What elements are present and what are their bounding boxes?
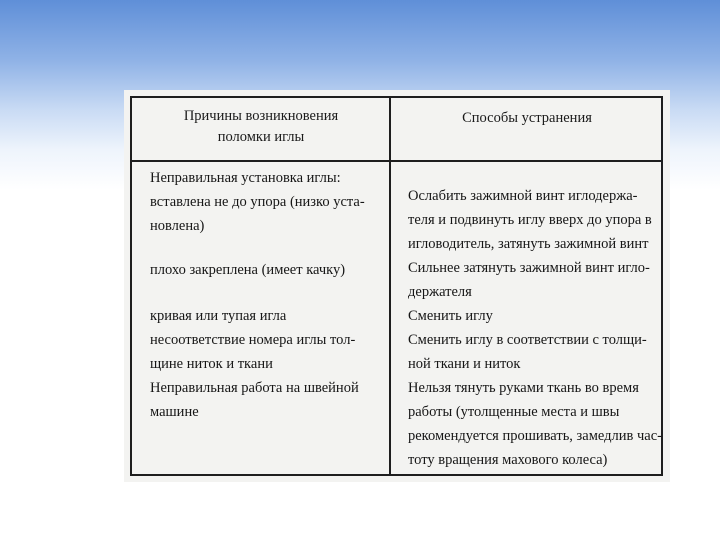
header-causes-line-2: поломки иглы <box>217 129 305 145</box>
cause-line: кривая или тупая игла <box>150 308 287 324</box>
cause-line: Неправильная работа на швейной <box>150 380 359 396</box>
remedy-line: игловодитель, затянуть зажимной винт <box>408 236 649 252</box>
remedy-line: Сильнее затянуть зажимной винт игло- <box>408 260 650 276</box>
header-remedies: Способы устранения <box>462 110 592 126</box>
cause-line: Неправильная установка иглы: <box>150 170 341 186</box>
remedy-line: Сменить иглу <box>408 308 493 324</box>
remedy-line: рекомендуется прошивать, замедлив час- <box>408 428 662 444</box>
needle-breakage-table <box>130 96 663 476</box>
header-causes-line-1: Причины возникновения <box>183 108 339 124</box>
column-divider <box>389 98 391 474</box>
remedy-line: тоту вращения махового колеса) <box>408 452 608 468</box>
cause-line: плохо закреплена (имеет качку) <box>150 262 346 278</box>
remedy-line: работы (утолщенные места и швы <box>408 404 620 420</box>
cause-line: новлена) <box>150 218 205 234</box>
remedy-line: Нельзя тянуть руками ткань во время <box>408 380 639 396</box>
cause-line: машине <box>150 404 199 420</box>
header-divider <box>132 160 661 162</box>
remedy-line: Ослабить зажимной винт иглодержа- <box>408 188 638 204</box>
remedy-line: теля и подвинуть иглу вверх до упора в <box>408 212 652 228</box>
remedy-line: держателя <box>408 284 472 300</box>
remedy-line: ной ткани и ниток <box>408 356 521 372</box>
scanned-table-image <box>124 90 670 482</box>
cause-line: несоответствие номера иглы тол- <box>150 332 356 348</box>
remedy-line: Сменить иглу в соответствии с толщи- <box>408 332 647 348</box>
header-causes <box>136 106 386 148</box>
cause-line: вставлена не до упора (низко уста- <box>150 194 365 210</box>
cause-line: щине ниток и ткани <box>150 356 273 372</box>
